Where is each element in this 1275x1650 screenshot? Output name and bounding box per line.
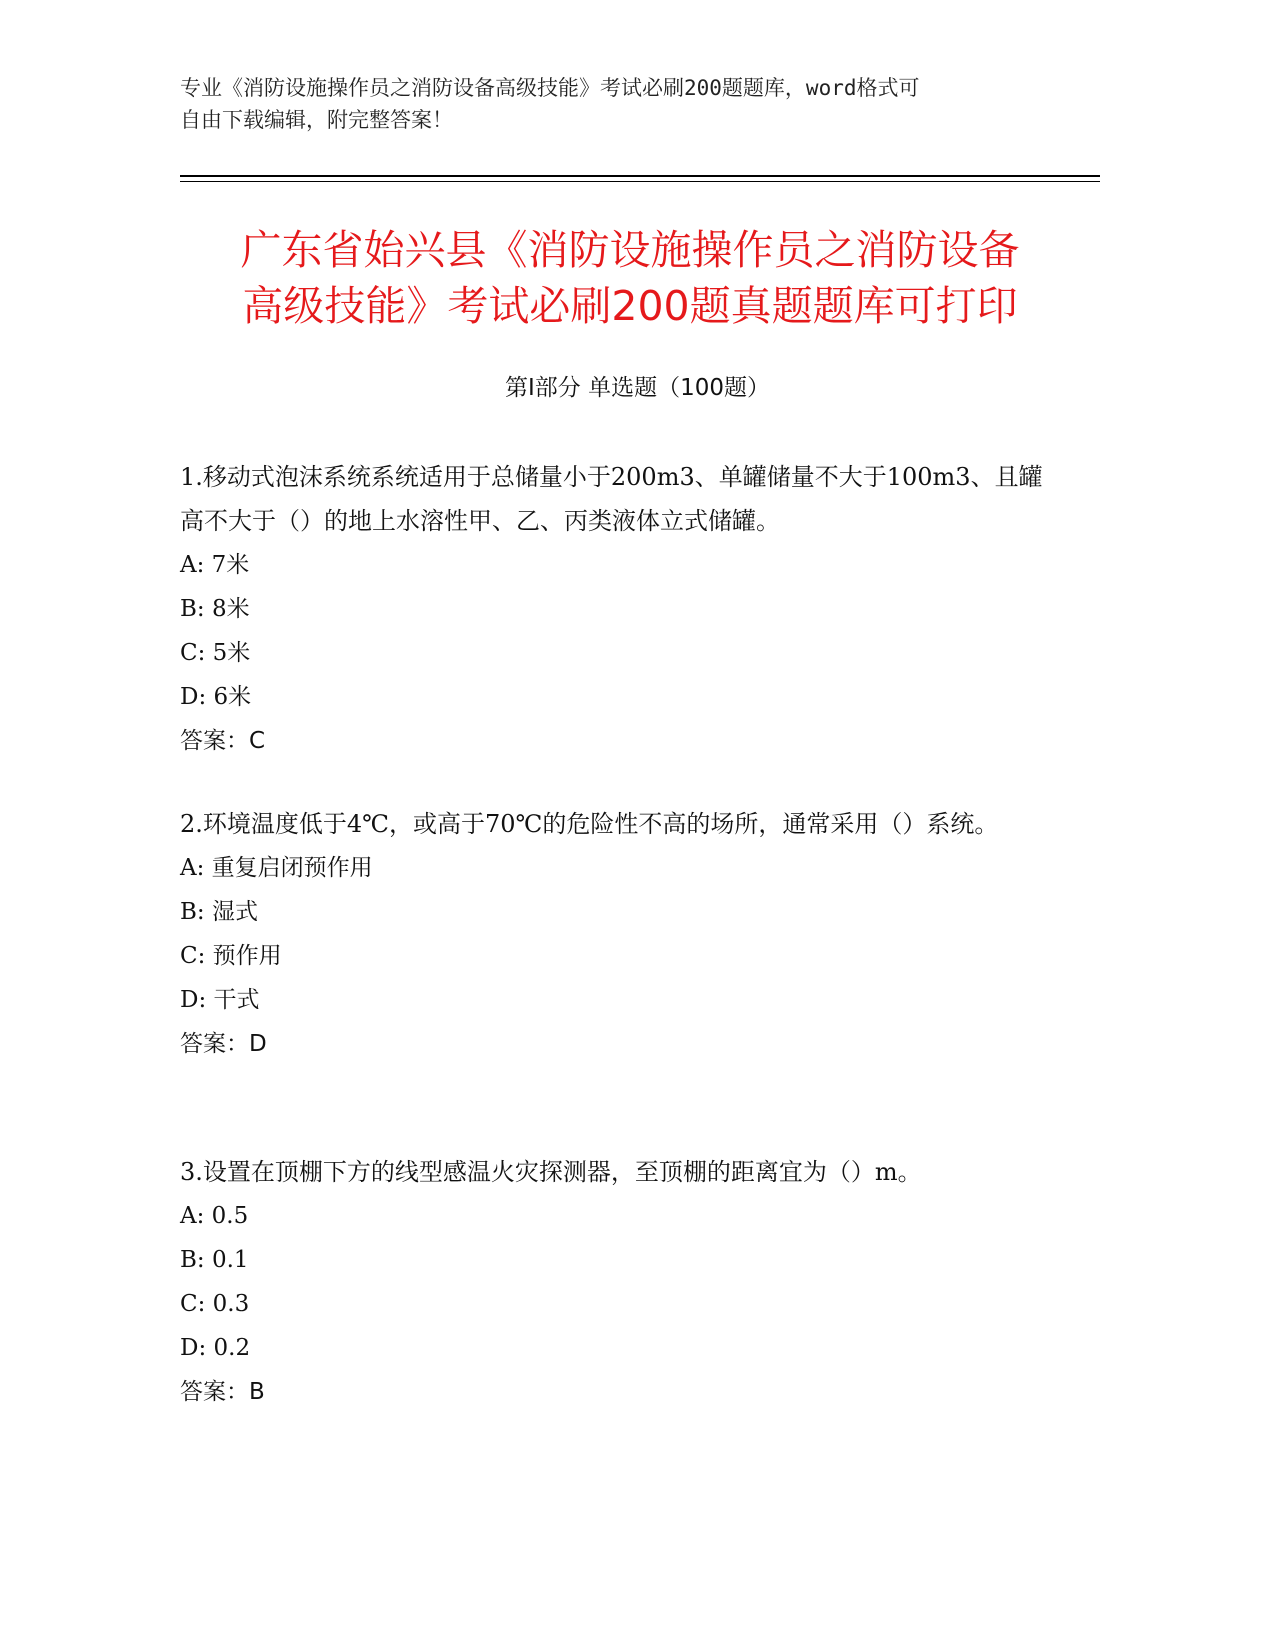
option-d: D: 0.2: [180, 1335, 251, 1361]
header-divider-thick: [180, 175, 1100, 177]
header-note-line1: 专业《消防设施操作员之消防设备高级技能》考试必刷200题题库，word格式可: [180, 76, 920, 100]
option-d: D: 干式: [180, 987, 260, 1013]
option-b: B: 8米: [180, 596, 250, 622]
section-title: 第Ⅰ部分 单选题（100题）: [505, 375, 770, 401]
question-text: 1.移动式泡沫系统系统适用于总储量小于200m3、单罐储量不大于100m3、且罐高不大于（）的地上水溶性甲、乙、丙类液体立式储罐。: [180, 463, 1043, 535]
answer: 答案：B: [180, 1379, 265, 1405]
question-text: 2.环境温度低于4℃，或高于70℃的危险性不高的场所，通常采用（）系统。: [180, 810, 999, 838]
option-a: A: 7米: [180, 552, 250, 578]
option-a: A: 0.5: [180, 1203, 249, 1229]
question-3: [180, 1150, 1060, 1414]
document-title: [160, 222, 1100, 334]
option-a: A: 重复启闭预作用: [180, 855, 373, 881]
question-text: 3.设置在顶棚下方的线型感温火灾探测器，至顶棚的距离宜为（）m。: [180, 1158, 922, 1186]
header-note: [180, 72, 1040, 136]
header-note-line2: 自由下载编辑，附完整答案！: [180, 108, 453, 132]
answer: 答案：D: [180, 1031, 267, 1057]
question-2: [180, 802, 1060, 1066]
header-divider-thin: [180, 181, 1100, 182]
option-b: B: 湿式: [180, 899, 258, 925]
document-title-line1: 广东省始兴县《消防设施操作员之消防设备: [240, 226, 1020, 274]
question-1: [180, 455, 1060, 763]
option-b: B: 0.1: [180, 1247, 249, 1273]
document-title-line2: 高级技能》考试必刷200题真题题库可打印: [242, 282, 1018, 330]
option-c: C: 5米: [180, 640, 251, 666]
option-c: C: 0.3: [180, 1291, 250, 1317]
option-c: C: 预作用: [180, 943, 282, 969]
answer: 答案：C: [180, 728, 266, 754]
option-d: D: 6米: [180, 684, 252, 710]
